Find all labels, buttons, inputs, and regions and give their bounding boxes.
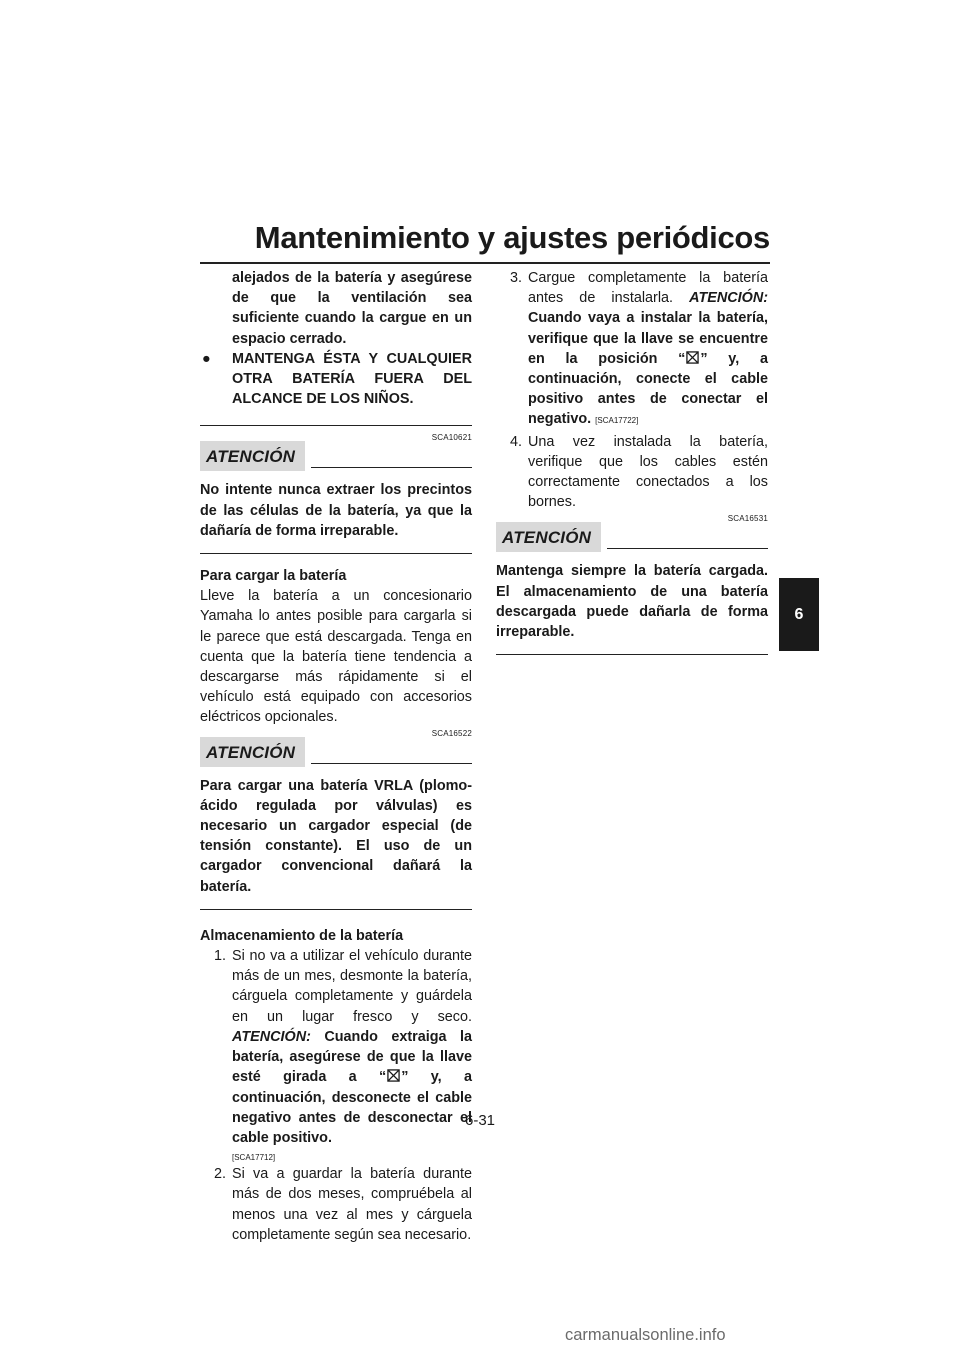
notice-header (200, 441, 472, 471)
notice-bottom-rule (496, 654, 768, 655)
notice-code: [SCA17712] (232, 1153, 276, 1163)
notice-header-rule (311, 763, 472, 764)
notice-text: Para cargar una batería VRLA (plomo-ácido regulada por válvulas) es necesario un cargador especial (de tensión constante). El uso de un cargador convencional dañará la batería. (200, 777, 472, 895)
notice-code: SCA16522 (431, 728, 472, 738)
attention-text-b: ” y, a continuación, desconecte el cable negativo antes de desconectar el cable positivo. (232, 1069, 472, 1146)
left-column (200, 268, 472, 1245)
warning-bullet-text: MANTENGA ÉSTA Y CUALQUIER OTRA BATERÍA FUERA DEL ALCANCE DE LOS NIÑOS. (232, 350, 472, 408)
list-body (232, 946, 472, 1164)
charge-paragraph: Lleve la batería a un concesionario Yamaha lo antes posible para cargarla si le parece que está descargada. Tenga en cuenta que la batería tiene tendencia a descargarse más rápidamente si el vehículo está equipado con accesorios eléctricos opcionales. (200, 588, 472, 726)
page-number: 6-31 (464, 1112, 496, 1129)
list-item (200, 946, 472, 1164)
list-number: 1. (213, 948, 226, 965)
attention-text-a: Cuando extraiga la batería, asegúrese de que la llave esté girada a “ (232, 1028, 473, 1086)
title-divider (200, 262, 770, 264)
list-text: Cargue completamente la batería antes de instalarla. (528, 270, 768, 307)
notice-bottom-rule (200, 553, 472, 554)
notice-text: Mantenga siempre la batería cargada. El almacenamiento de una batería descargada puede dañarla de forma irreparable. (496, 563, 768, 641)
section-heading-charge: Para cargar la batería (200, 568, 347, 585)
notice-text: No intente nunca extraer los precintos de las células de la batería, ya que la dañaría de forma irreparable. (200, 482, 472, 539)
key-off-icon (686, 351, 699, 364)
list-number: 3. (509, 270, 522, 286)
notice-label: ATENCIÓN (200, 441, 305, 471)
attention-text-a: Cuando vaya a instalar la batería, verifique que la llave se encuentre en la posición “ (528, 310, 768, 367)
list-number: 4. (509, 433, 522, 450)
list-body (528, 268, 768, 432)
attention-text-b: ” y, a continuación, conecte el cable positivo antes de conectar el negativo. (528, 350, 768, 428)
notice-header-rule (607, 548, 768, 549)
watermark: carmanualsonline.info (565, 1326, 726, 1344)
warning-bullet (200, 349, 472, 410)
list-item (496, 432, 768, 513)
page-title: Mantenimiento y ajustes periódicos (254, 220, 770, 255)
notice-bottom-rule (200, 909, 472, 910)
notice-label: ATENCIÓN (496, 522, 601, 552)
notice-code: SCA10621 (431, 433, 472, 443)
list-number: 2. (213, 1166, 226, 1183)
bullet-icon: ● (202, 350, 211, 367)
list-text: Si no va a utilizar el vehículo durante más de un mes, desmonte la batería, cárguela completamente y guárdela en un lugar fresco y seco. (232, 948, 472, 1025)
right-column (496, 268, 768, 655)
warning-continuation: alejados de la batería y asegúrese de que la ventilación sea suficiente cuando la cargue en un espacio cerrado. (232, 270, 472, 347)
section-heading-storage: Almacenamiento de la batería (200, 927, 404, 944)
notice-header (200, 737, 472, 767)
notice-code: SCA16531 (727, 514, 768, 524)
list-text: Una vez instalada la batería, verifique que los cables estén correctamente conectados a los bornes. (528, 433, 768, 511)
chapter-tab: 6 (779, 578, 819, 651)
notice-label: ATENCIÓN (200, 737, 305, 767)
key-off-icon (387, 1069, 400, 1082)
list-item (200, 1164, 472, 1245)
attention-inline-label: ATENCIÓN: (689, 290, 768, 307)
list-text: Si va a guardar la batería durante más de dos meses, compruébela al menos una vez al mes y cárguela completamente según sea necesario. (232, 1166, 472, 1243)
list-item (496, 268, 768, 432)
notice-header-rule (311, 467, 472, 468)
notice-header (496, 522, 768, 552)
attention-inline-label: ATENCIÓN: (232, 1028, 311, 1045)
notice-top-rule (200, 425, 472, 426)
notice-code: [SCA17722] (595, 416, 639, 426)
